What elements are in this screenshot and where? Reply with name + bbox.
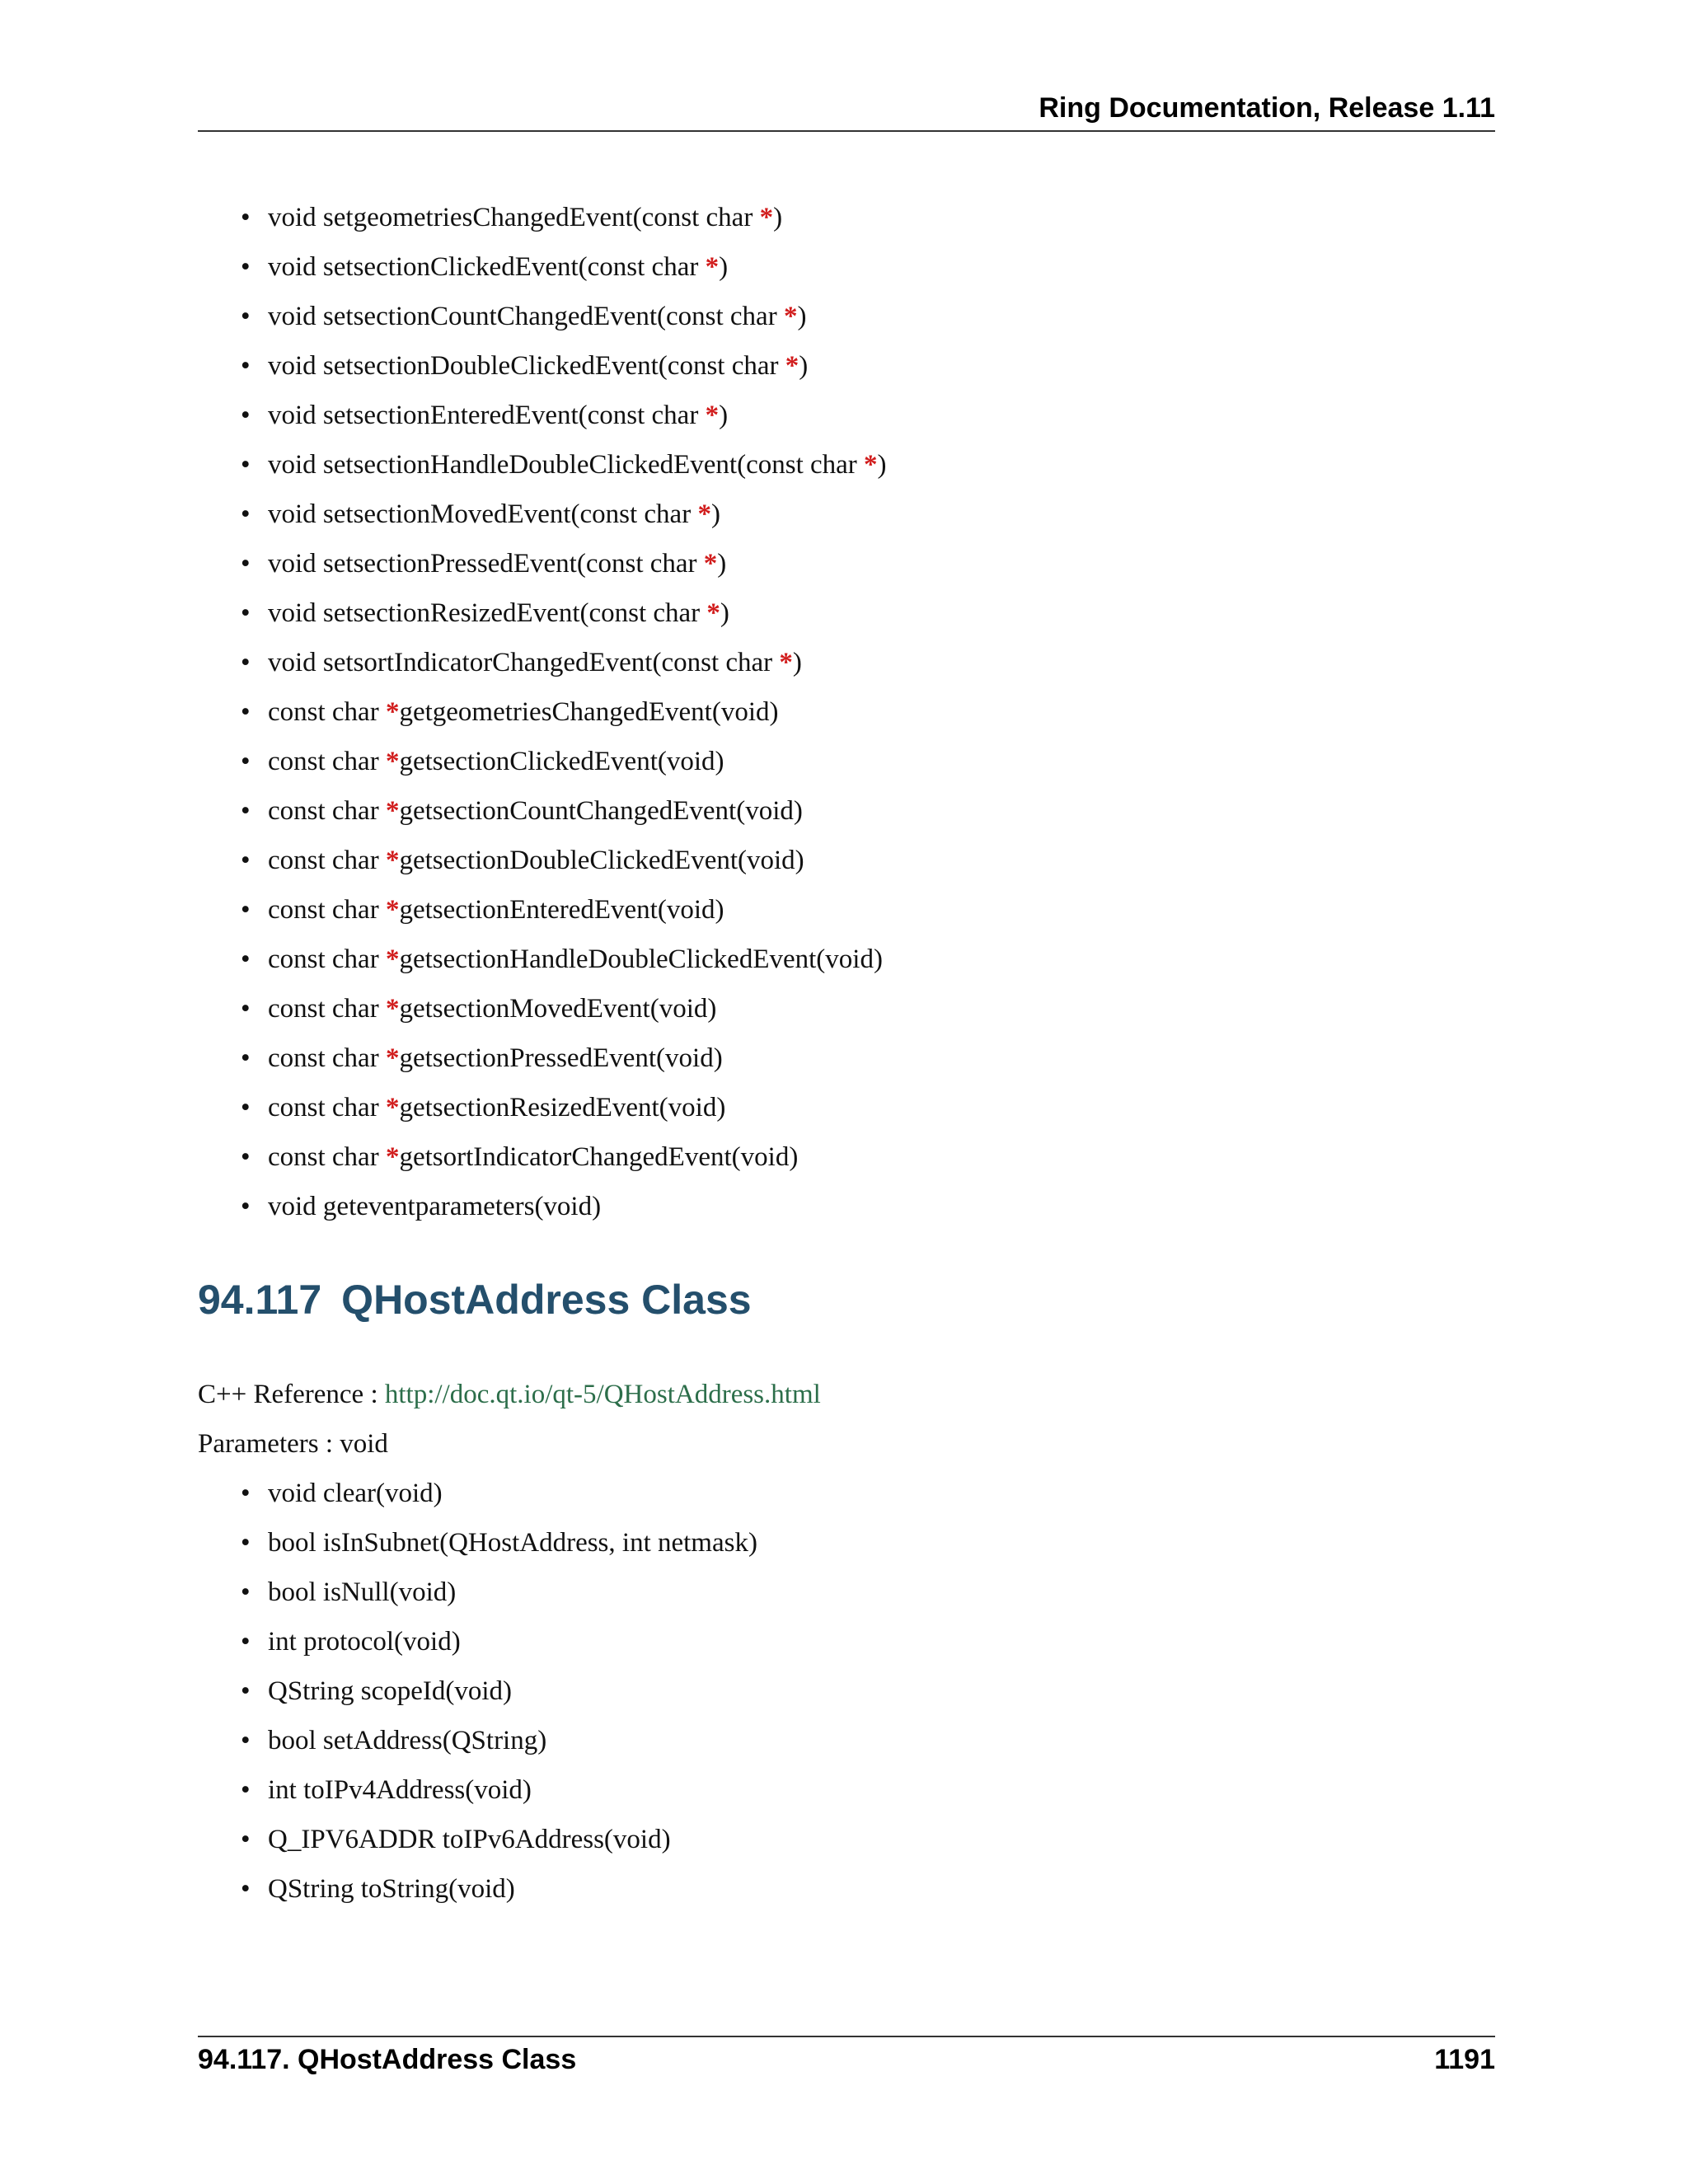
- bullet-icon: •: [241, 401, 251, 430]
- item-text: Q_IPV6ADDR toIPv6Address(void): [268, 1825, 671, 1854]
- list-item: [198, 292, 887, 341]
- bullet-icon: •: [241, 1627, 251, 1657]
- item-text: const char: [268, 994, 386, 1024]
- item-text: void setgeometriesChangedEvent(const char: [268, 203, 760, 232]
- item-text: void setsectionCountChangedEvent(const char: [268, 302, 784, 331]
- item-text-suffix: getsectionPressedEvent(void): [399, 1043, 723, 1073]
- list-item: [198, 737, 887, 786]
- list-item: [198, 391, 887, 440]
- list-item: [198, 1765, 757, 1815]
- list-item: [198, 935, 887, 984]
- item-text: const char: [268, 895, 386, 925]
- item-text: const char: [268, 1093, 386, 1122]
- item-text-suffix: getgeometriesChangedEvent(void): [399, 697, 779, 727]
- item-text: int protocol(void): [268, 1627, 461, 1657]
- pointer-asterisk: *: [759, 203, 774, 232]
- parameters-line: Parameters : void: [198, 1429, 388, 1459]
- bullet-icon: •: [241, 203, 251, 232]
- list-item: [198, 786, 887, 836]
- bullet-icon: •: [241, 351, 251, 381]
- list-item: [198, 242, 887, 292]
- list-item: [198, 193, 887, 242]
- item-text-suffix: ): [773, 203, 783, 232]
- bullet-icon: •: [241, 994, 251, 1024]
- bullet-icon: •: [241, 895, 251, 925]
- pointer-asterisk: *: [385, 994, 400, 1024]
- item-text-suffix: ): [719, 252, 729, 282]
- item-text: QString toString(void): [268, 1874, 515, 1904]
- item-text: const char: [268, 846, 386, 875]
- bullet-icon: •: [241, 697, 251, 727]
- item-text: void setsectionClickedEvent(const char: [268, 252, 706, 282]
- item-text-suffix: getsectionEnteredEvent(void): [399, 895, 724, 925]
- pointer-asterisk: *: [385, 944, 400, 974]
- item-text: int toIPv4Address(void): [268, 1775, 532, 1805]
- bullet-icon: •: [241, 944, 251, 974]
- pointer-asterisk: *: [385, 846, 400, 875]
- bullet-icon: •: [241, 450, 251, 480]
- pointer-asterisk: *: [385, 747, 400, 776]
- bullet-icon: •: [241, 499, 251, 529]
- section-number: 94.117: [198, 1277, 322, 1323]
- pointer-asterisk: *: [779, 648, 793, 677]
- item-text: bool isNull(void): [268, 1577, 457, 1607]
- section-heading: [198, 1276, 752, 1324]
- item-text-suffix: getsortIndicatorChangedEvent(void): [399, 1142, 799, 1172]
- item-text-suffix: getsectionMovedEvent(void): [399, 994, 717, 1024]
- bullet-icon: •: [241, 1479, 251, 1508]
- item-text-suffix: getsectionDoubleClickedEvent(void): [399, 846, 804, 875]
- item-text: bool setAddress(QString): [268, 1726, 547, 1755]
- item-text-suffix: getsectionCountChangedEvent(void): [399, 796, 803, 826]
- pointer-asterisk: *: [385, 1043, 400, 1073]
- list-item: [198, 588, 887, 638]
- list-item: [198, 1132, 887, 1182]
- item-text: void clear(void): [268, 1479, 443, 1508]
- list-item: [198, 341, 887, 391]
- item-text: bool isInSubnet(QHostAddress, int netmask): [268, 1528, 757, 1558]
- item-text: void geteventparameters(void): [268, 1192, 602, 1221]
- list-item: [198, 1815, 757, 1864]
- item-text: const char: [268, 1142, 386, 1172]
- pointer-asterisk: *: [385, 895, 400, 925]
- bullet-icon: •: [241, 1528, 251, 1558]
- item-text: void setsectionEnteredEvent(const char: [268, 401, 706, 430]
- item-text-suffix: getsectionResizedEvent(void): [399, 1093, 726, 1122]
- list-item: [198, 1518, 757, 1568]
- pointer-asterisk: *: [706, 598, 720, 628]
- item-text-suffix: ): [719, 401, 729, 430]
- item-text: const char: [268, 697, 386, 727]
- bullet-icon: •: [241, 1577, 251, 1607]
- item-text: QString scopeId(void): [268, 1676, 513, 1706]
- section-title-text: QHostAddress Class: [341, 1277, 752, 1323]
- item-text: void setsectionResizedEvent(const char: [268, 598, 707, 628]
- bullet-icon: •: [241, 648, 251, 677]
- event-method-list: [198, 193, 887, 1231]
- item-text: void setsectionHandleDoubleClickedEvent(const char: [268, 450, 865, 480]
- pointer-asterisk: *: [385, 796, 400, 826]
- list-item: [198, 1666, 757, 1716]
- list-item: [198, 638, 887, 687]
- item-text: void setsortIndicatorChangedEvent(const char: [268, 648, 780, 677]
- item-text-suffix: ): [710, 499, 720, 529]
- list-item: [198, 1182, 887, 1231]
- list-item: [198, 440, 887, 490]
- pointer-asterisk: *: [864, 450, 878, 480]
- bullet-icon: •: [241, 1726, 251, 1755]
- list-item: [198, 1617, 757, 1666]
- item-text-suffix: ): [792, 648, 802, 677]
- item-text: const char: [268, 747, 386, 776]
- bullet-icon: •: [241, 846, 251, 875]
- cpp-reference-line: [198, 1370, 821, 1419]
- list-item: [198, 984, 887, 1033]
- bullet-icon: •: [241, 252, 251, 282]
- page-number: 1191: [1434, 2044, 1495, 2075]
- item-text: void setsectionDoubleClickedEvent(const char: [268, 351, 785, 381]
- list-item: [198, 490, 887, 539]
- list-item: [198, 687, 887, 737]
- list-item: [198, 1033, 887, 1083]
- list-item: [198, 539, 887, 588]
- footer-section-title: 94.117. QHostAddress Class: [198, 2044, 577, 2075]
- pointer-asterisk: *: [705, 252, 720, 282]
- bullet-icon: •: [241, 598, 251, 628]
- bullet-icon: •: [241, 1775, 251, 1805]
- item-text: const char: [268, 796, 386, 826]
- item-text-suffix: ): [799, 351, 809, 381]
- running-footer: [198, 2044, 1495, 2076]
- bullet-icon: •: [241, 796, 251, 826]
- item-text: const char: [268, 1043, 386, 1073]
- item-text: void setsectionMovedEvent(const char: [268, 499, 698, 529]
- cpp-reference-link[interactable]: http://doc.qt.io/qt-5/QHostAddress.html: [384, 1380, 821, 1409]
- bullet-icon: •: [241, 1676, 251, 1706]
- bullet-icon: •: [241, 1874, 251, 1904]
- pointer-asterisk: *: [385, 697, 400, 727]
- qhostaddress-method-list: [198, 1469, 757, 1914]
- pointer-asterisk: *: [705, 401, 720, 430]
- bullet-icon: •: [241, 747, 251, 776]
- running-header: Ring Documentation, Release 1.11: [1039, 92, 1495, 124]
- pointer-asterisk: *: [697, 499, 711, 529]
- list-item: [198, 1716, 757, 1765]
- item-text-suffix: ): [797, 302, 807, 331]
- cpp-reference-label: C++ Reference :: [198, 1380, 385, 1409]
- pointer-asterisk: *: [785, 351, 799, 381]
- list-item: [198, 1864, 757, 1914]
- pointer-asterisk: *: [703, 549, 718, 579]
- item-text: void setsectionPressedEvent(const char: [268, 549, 704, 579]
- item-text-suffix: ): [720, 598, 729, 628]
- item-text-suffix: getsectionClickedEvent(void): [399, 747, 724, 776]
- list-item: [198, 1568, 757, 1617]
- pointer-asterisk: *: [783, 302, 798, 331]
- bullet-icon: •: [241, 549, 251, 579]
- bullet-icon: •: [241, 1093, 251, 1122]
- header-divider: [198, 130, 1495, 132]
- item-text: const char: [268, 944, 386, 974]
- pointer-asterisk: *: [385, 1142, 400, 1172]
- footer-divider: [198, 2036, 1495, 2037]
- pointer-asterisk: *: [385, 1093, 400, 1122]
- list-item: [198, 1083, 887, 1132]
- bullet-icon: •: [241, 1825, 251, 1854]
- list-item: [198, 1469, 757, 1518]
- bullet-icon: •: [241, 1142, 251, 1172]
- item-text-suffix: ): [877, 450, 887, 480]
- list-item: [198, 836, 887, 885]
- list-item: [198, 885, 887, 935]
- bullet-icon: •: [241, 302, 251, 331]
- bullet-icon: •: [241, 1043, 251, 1073]
- bullet-icon: •: [241, 1192, 251, 1221]
- item-text-suffix: ): [717, 549, 727, 579]
- item-text-suffix: getsectionHandleDoubleClickedEvent(void): [399, 944, 883, 974]
